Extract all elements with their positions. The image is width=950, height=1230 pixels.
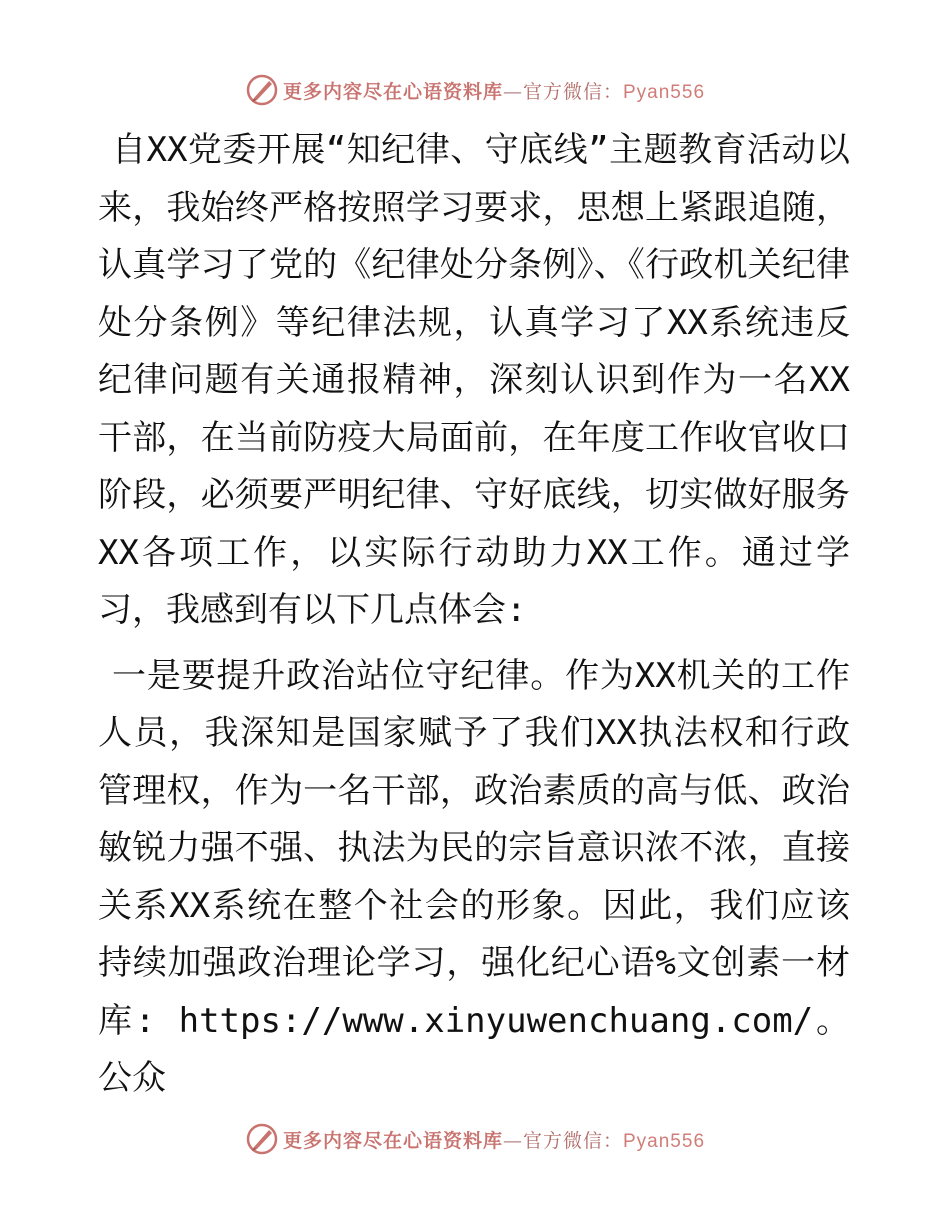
watermark-text <box>283 1126 705 1153</box>
paragraph-point-one: 一是要提升政治站位守纪律。作为XX机关的工作人员，我深知是国家赋予了我们XX执法权和行政管理权，作为一名干部，政治素质的高与低、政治敏锐力强不强、执法为民的宗旨意识浓不浓，直接关系XX系统在整个社会的形象。因此，我们应该持续加强政治理论学习，强化纪心语%文创素一材库: https://www.xinyuwenchuang.com/。公众 <box>98 655 850 1098</box>
watermark-separator: — <box>502 80 523 103</box>
watermark-main: 更多内容尽在心语资料库 <box>282 80 503 103</box>
header-watermark <box>0 70 950 110</box>
watermark-main: 更多内容尽在心语资料库 <box>282 1129 503 1152</box>
quill-pen-circle-icon <box>245 1122 279 1156</box>
paragraph-intro: 自XX党委开展“知纪律、守底线”主题教育活动以来，我始终严格按照学习要求，思想上紧跟追随，认真学习了党的《纪律处分条例》、《行政机关纪律处分条例》等纪律法规，认真学习了XX系统违反纪律问题有关通报精神，深刻认识到作为一名XX干部，在当前防疫大局面前，在年度工作收官收口阶段，必须要严明纪律、守好底线，切实做好服务XX各项工作，以实际行动助力XX工作。通过学习，我感到有以下几点体会: <box>98 130 850 630</box>
document-body <box>98 122 850 1116</box>
watermark-text <box>283 77 705 104</box>
watermark-wechat-id: Pyan556 <box>623 1130 706 1152</box>
watermark-wechat-label: 官方微信： <box>522 80 623 103</box>
quill-pen-circle-icon <box>245 73 279 107</box>
watermark-wechat-id: Pyan556 <box>623 81 706 103</box>
watermark-wechat-label: 官方微信： <box>522 1129 623 1152</box>
watermark-separator: — <box>502 1129 523 1152</box>
footer-watermark <box>0 1119 950 1159</box>
